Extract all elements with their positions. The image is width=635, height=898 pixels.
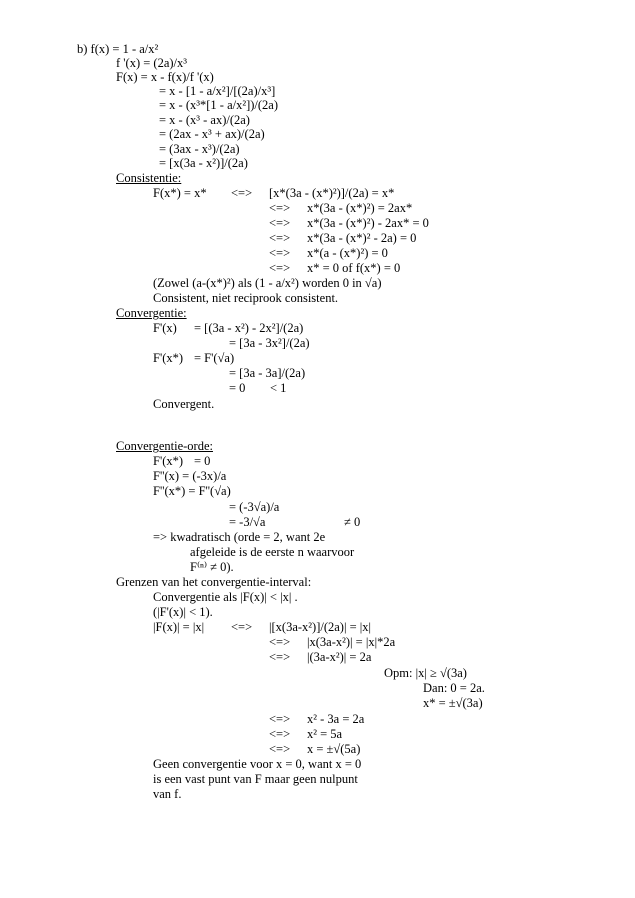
text-line: (Zowel (a-(x*)²) als (1 - a/x²) worden 0 in √a) bbox=[153, 276, 382, 290]
text-line: <=> bbox=[269, 261, 291, 275]
text-line: = 0 bbox=[229, 381, 246, 395]
text-line: |F(x)| = |x| bbox=[153, 620, 205, 634]
text-line: F⁽ⁿ⁾ ≠ 0). bbox=[190, 560, 234, 574]
text-line: = [(3a - x²) - 2x²]/(2a) bbox=[194, 321, 304, 335]
text-line: Grenzen van het convergentie-interval: bbox=[116, 575, 312, 589]
text-line: |[x(3a-x²)]/(2a)| = |x| bbox=[269, 620, 372, 634]
text-line: Consistent, niet reciprook consistent. bbox=[153, 291, 339, 305]
text-line: Dan: 0 = 2a. bbox=[423, 681, 485, 695]
text-line: F(x) = x - f(x)/f '(x) bbox=[116, 70, 214, 84]
text-line: <=> bbox=[269, 216, 291, 230]
text-line: = (3ax - x³)/(2a) bbox=[159, 142, 240, 156]
text-line: = 0 bbox=[194, 454, 211, 468]
text-line: x*(a - (x*)²) = 0 bbox=[307, 246, 388, 260]
text-line: van f. bbox=[153, 787, 182, 801]
text-line: = -3/√a bbox=[229, 515, 266, 529]
text-line: Convergent. bbox=[153, 397, 215, 411]
text-line: x² - 3a = 2a bbox=[307, 712, 365, 726]
text-line: x* = ±√(3a) bbox=[423, 696, 483, 710]
text-line: Convergentie als |F(x)| < |x| . bbox=[153, 590, 298, 604]
text-line: b) f(x) = 1 - a/x² bbox=[77, 42, 159, 56]
text-line: <=> bbox=[231, 186, 253, 200]
text-line: <=> bbox=[269, 742, 291, 756]
text-line: x*(3a - (x*)² - 2a) = 0 bbox=[307, 231, 417, 245]
text-line: = x - (x³ - ax)/(2a) bbox=[159, 113, 250, 127]
text-line: <=> bbox=[269, 635, 291, 649]
text-line: afgeleide is de eerste n waarvoor bbox=[190, 545, 355, 559]
text-line: F'(x*) bbox=[153, 351, 184, 365]
text-line: F''(x) = (-3x)/a bbox=[153, 469, 227, 483]
text-line: x*(3a - (x*)²) - 2ax* = 0 bbox=[307, 216, 429, 230]
text-line: x = ±√(5a) bbox=[307, 742, 361, 756]
text-line: => kwadratisch (orde = 2, want 2e bbox=[153, 530, 326, 544]
text-line: = x - (x³*[1 - a/x²])/(2a) bbox=[159, 98, 279, 112]
text-line: x² = 5a bbox=[307, 727, 343, 741]
text-line: = (2ax - x³ + ax)/(2a) bbox=[159, 127, 265, 141]
text-line: |x(3a-x²)| = |x|*2a bbox=[307, 635, 396, 649]
text-line: [x*(3a - (x*)²)]/(2a) = x* bbox=[269, 186, 395, 200]
text-line: = [3a - 3a]/(2a) bbox=[229, 366, 306, 380]
text-line: = x - [1 - a/x²]/[(2a)/x³] bbox=[159, 84, 276, 98]
text-line: f '(x) = (2a)/x³ bbox=[116, 56, 188, 70]
text-line: = (-3√a)/a bbox=[229, 500, 280, 514]
section-heading: Convergentie: bbox=[116, 306, 187, 320]
text-line: <=> bbox=[231, 620, 253, 634]
text-line: = [3a - 3x²]/(2a) bbox=[229, 336, 310, 350]
text-line: F''(x*) = F''(√a) bbox=[153, 484, 231, 498]
text-line: = [x(3a - x²)]/(2a) bbox=[159, 156, 248, 170]
text-line: <=> bbox=[269, 201, 291, 215]
text-line: is een vast punt van F maar geen nulpunt bbox=[153, 772, 358, 786]
text-line: ≠ 0 bbox=[344, 515, 361, 529]
text-line: (|F'(x)| < 1). bbox=[153, 605, 213, 619]
text-line: <=> bbox=[269, 650, 291, 664]
text-line: <=> bbox=[269, 712, 291, 726]
text-line: |(3a-x²)| = 2a bbox=[307, 650, 372, 664]
text-line: x*(3a - (x*)²) = 2ax* bbox=[307, 201, 413, 215]
text-line: <=> bbox=[269, 231, 291, 245]
text-line: = F'(√a) bbox=[194, 351, 235, 365]
text-line: Opm: |x| ≥ √(3a) bbox=[384, 666, 467, 680]
text-line: F'(x) bbox=[153, 321, 177, 335]
text-line: Geen convergentie voor x = 0, want x = 0 bbox=[153, 757, 362, 771]
text-line: F'(x*) bbox=[153, 454, 184, 468]
text-line: <=> bbox=[269, 246, 291, 260]
text-line: F(x*) = x* bbox=[153, 186, 207, 200]
text-line: < 1 bbox=[270, 381, 287, 395]
section-heading: Convergentie-orde: bbox=[116, 439, 213, 453]
section-heading: Consistentie: bbox=[116, 171, 182, 185]
text-line: <=> bbox=[269, 727, 291, 741]
text-line: x* = 0 of f(x*) = 0 bbox=[307, 261, 401, 275]
